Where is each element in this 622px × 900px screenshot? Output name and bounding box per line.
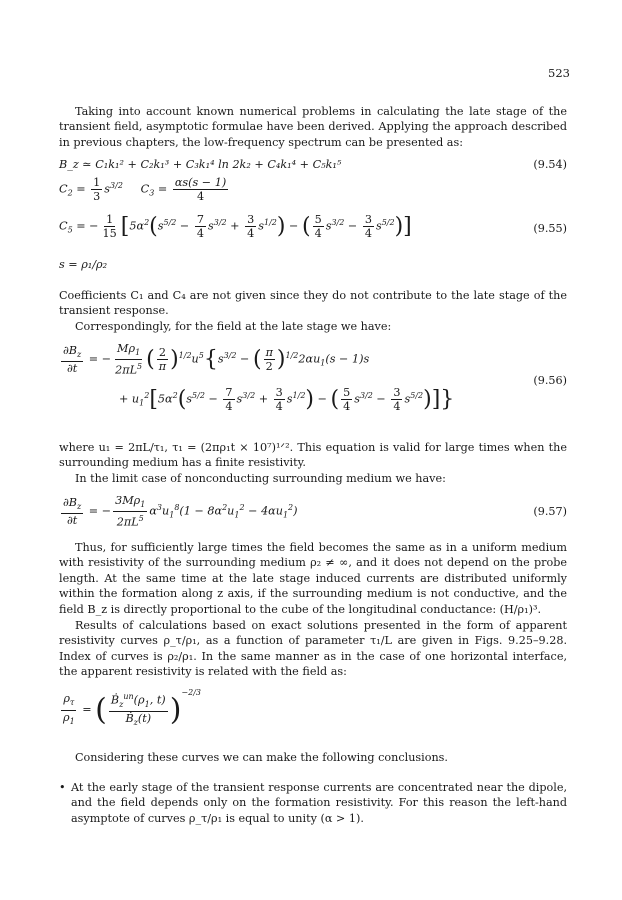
equation-c5: $C_5$ = − $\frac{1}{15}$ [$5\alpha^2(s^{5/2}$ − $\frac{7}{4}$ $s^{3/2}$ + $\frac{3}{4}$ $s^{1/2}$) − ( $\frac{5}{4}$ $s^{3/2}$ − $\frac{3}{4}$ $s^{5/2}$)] <box>59 213 412 240</box>
equation-number-954: (9.54) <box>533 158 567 171</box>
paragraph-limit-case: In the limit case of nonconducting surrounding medium we have: <box>75 472 446 485</box>
equation-954-line: B_z ≃ C₁k₁² + C₂k₁³ + C₃k₁⁴ ln 2k₂ + C₄k₁⁴ + C₅k₁⁵ <box>59 158 342 171</box>
paragraph-results: Results of calculations based on exact solutions presented in the form of apparent resistivity curves ρ_τ/ρ₁, as a function of parameter τ₁/L are given in Figs. 9.25–9.28. Index of curves is ρ₂/ρ₁. In the same manner as in the case of one horizontal interface, the apparent resistivity is related with the field as: <box>59 619 567 679</box>
equation-956-line2: + $u_1^2[5\alpha^2(s^{5/2}$ − $\frac{7}{4}$ $s^{3/2}$ + $\frac{3}{4}$ $s^{1/2}$) − ( $\frac{5}{4}$ $s^{3/2}$ − $\frac{3}{4}$ $s^{5/2}$)]} <box>119 386 455 413</box>
bullet-item-early-stage <box>59 780 567 826</box>
page-number: 523 <box>548 66 570 80</box>
equation-956-line1: $\frac{\partial B_z}{\partial t}$ = − $\frac{M\rho_1}{2\pi L^5}$ ( $\frac{2}{\pi}$ )$^{1/2}u^5\{s^{3/2}$ − ( $\frac{\pi}{2}$ )$^{1/2}2\alpha u_1(s - 1)s$ <box>63 342 370 377</box>
equation-957-line: $\frac{\partial B_z}{\partial t}$ = − $\frac{3M\rho_1}{2\pi L^5}$ $\alpha^3u_1^8(1 - 8\alpha^2u_1^2 - 4\alpha u_1^2)$ <box>63 494 298 529</box>
equation-apparent-resistivity-line: $\frac{\rho_\tau}{\rho_1}$ = ( $\frac{Ḃ_z^{un}(\rho_1, t)}{Ḃ_z(t)}$ )$^{-2/3}$ <box>63 688 201 728</box>
paragraph-coefficients: Coefficients C₁ and C₄ are not given since they do not contribute to the late stage of the transient response. <box>59 289 567 318</box>
equation-block-956 <box>59 342 567 432</box>
paragraph-correspondingly: Correspondingly, for the field at the late stage we have: <box>75 320 392 333</box>
paragraph-considering: Considering these curves we can make the following conclusions. <box>75 751 448 764</box>
equation-number-956: (9.56) <box>533 374 567 387</box>
bullet-icon: • <box>59 781 66 794</box>
equation-s-def: s = ρ₁/ρ₂ <box>59 258 108 271</box>
equation-apparent-resistivity <box>59 684 567 732</box>
equation-number-957: (9.57) <box>533 505 567 518</box>
paragraph-intro: Taking into account known numerical problems in calculating the late stage of the transient field, asymptotic formulae have been derived. Applying the approach described in previous chapters, the low-frequency spectrum can be presented as: <box>59 105 567 149</box>
equation-block-954-955 <box>59 158 567 278</box>
paragraph-where: where u₁ = 2πL/τ₁, τ₁ = (2πρ₁t × 10⁷)¹ᐟ². This equation is valid for large times when the surrounding medium has a finite resistivity. <box>59 441 567 470</box>
bullet-text: At the early stage of the transient response currents are concentrated near the dipole, and the field depends only on the formation resistivity. For this reason the left-hand asymptote of curves ρ_τ/ρ₁ is equal to unity (α > 1). <box>71 781 567 825</box>
equation-block-957 <box>59 494 567 534</box>
equation-number-955: (9.55) <box>533 222 567 235</box>
equation-c2-c3: $C_2$ = $\frac{1}{3}$ $s^{3/2}$ $C_3$ = $\frac{\alpha s(s - 1)}{4}$ <box>59 176 227 203</box>
paragraph-thus: Thus, for sufficiently large times the field becomes the same as in a uniform medium with resistivity of the surrounding medium ρ₂ ≠ ∞, and it does not depend on the probe length. At the same time at the late stage induced currents are distributed uniformly within the formation along z axis, if the surrounding medium is not conductive, and the field B_z is directly proportional to the cube of the longitudinal conductance: (H/ρ₁)³. <box>59 541 567 616</box>
